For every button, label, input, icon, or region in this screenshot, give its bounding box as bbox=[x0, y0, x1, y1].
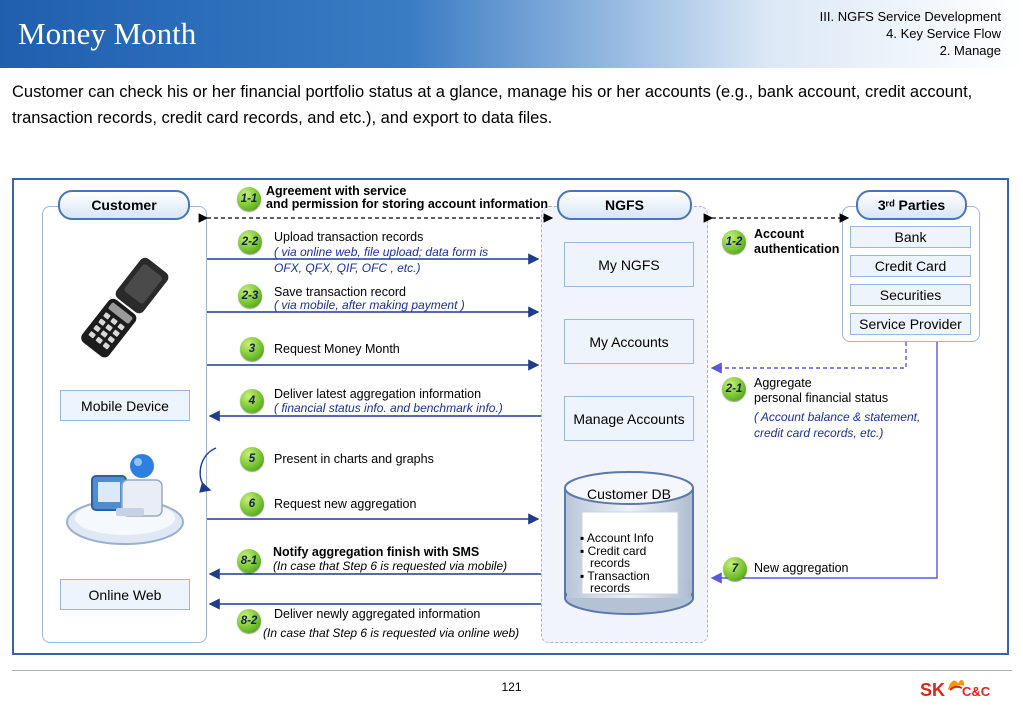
step-badge-7: 7 bbox=[723, 557, 747, 581]
step-2-1-label-2: personal financial status bbox=[754, 391, 889, 405]
step-1-1-label-2: and permission for storing account information bbox=[266, 197, 548, 211]
footer-rule bbox=[12, 670, 1012, 671]
my-accounts-box: My Accounts bbox=[564, 319, 694, 364]
third-party-bank: Bank bbox=[850, 226, 971, 248]
step-6-label: Request new aggregation bbox=[274, 497, 417, 511]
third-party-securities: Securities bbox=[850, 284, 971, 306]
arrow-2-1 bbox=[712, 342, 906, 368]
page-number: 121 bbox=[501, 680, 522, 694]
db-item-account-info: ▪ Account Info bbox=[580, 531, 654, 545]
ngfs-header: NGFS bbox=[557, 190, 692, 220]
arrow-7 bbox=[712, 342, 937, 578]
intro-text: Customer can check his or her financial portfolio status at a glance, manage his or her accounts (e.g., bank account, credit account, transaction records, credit card records, and etc.), and export to data files. bbox=[12, 83, 973, 127]
third-party-credit-card: Credit Card bbox=[850, 255, 971, 277]
step-2-1-sub-2: credit card records, etc.) bbox=[754, 426, 884, 440]
step-badge-5: 5 bbox=[240, 447, 264, 471]
my-ngfs-box: My NGFS bbox=[564, 242, 694, 287]
slide-title: Money Month bbox=[18, 16, 197, 51]
step-2-1-sub: ( Account balance & statement, bbox=[754, 410, 921, 424]
step-badge-2-2: 2-2 bbox=[238, 230, 262, 254]
breadcrumb-topic: 2. Manage bbox=[939, 43, 1001, 58]
step-1-2-label: Account bbox=[754, 227, 804, 241]
step-8-1-label: Notify aggregation finish with SMS bbox=[273, 545, 480, 559]
mobile-device-box: Mobile Device bbox=[60, 390, 190, 421]
step-8-2-sub: (In case that Step 6 is requested via online web) bbox=[263, 626, 520, 640]
step-badge-1-1: 1-1 bbox=[237, 187, 261, 211]
step-8-2-label: Deliver newly aggregated information bbox=[274, 607, 481, 621]
manage-accounts-box: Manage Accounts bbox=[564, 396, 694, 441]
step-badge-4: 4 bbox=[240, 389, 264, 413]
logo-sk: SK bbox=[920, 680, 946, 700]
step-badge-8-2: 8-2 bbox=[237, 609, 261, 633]
step-2-2-sub-2: OFX, QFX, QIF, OFC , etc.) bbox=[274, 261, 421, 275]
step-badge-1-2: 1-2 bbox=[722, 230, 746, 254]
step-1-2-label-2: authentication bbox=[754, 242, 840, 256]
third-parties-header: 3ʳᵈ Parties bbox=[856, 190, 967, 220]
step-2-2-sub: ( via online web, file upload; data form is bbox=[274, 245, 489, 259]
customer-db-title: Customer DB bbox=[586, 486, 672, 502]
customer-header: Customer bbox=[58, 190, 190, 220]
db-item-transaction-records: records bbox=[590, 581, 631, 595]
step-2-2-label: Upload transaction records bbox=[274, 230, 424, 244]
step-4-label: Deliver latest aggregation information bbox=[274, 387, 482, 401]
step-badge-8-1: 8-1 bbox=[237, 549, 261, 573]
step-2-3-sub: ( via mobile, after making payment ) bbox=[274, 298, 465, 312]
step-badge-2-3: 2-3 bbox=[238, 284, 262, 308]
arrow-5 bbox=[200, 448, 216, 490]
step-8-1-sub: (In case that Step 6 is requested via mobile) bbox=[273, 559, 508, 573]
breadcrumb-subsection: 4. Key Service Flow bbox=[886, 26, 1001, 41]
sk-cc-logo bbox=[920, 676, 1010, 704]
step-4-sub: ( financial status info. and benchmark info.) bbox=[274, 401, 503, 415]
step-3-label: Request Money Month bbox=[274, 342, 400, 356]
db-item-credit-card: ▪ Credit card bbox=[580, 543, 647, 558]
step-7-label: New aggregation bbox=[754, 561, 849, 575]
step-5-label: Present in charts and graphs bbox=[274, 452, 434, 466]
step-2-1-label: Aggregate bbox=[754, 376, 812, 390]
breadcrumb-section: III. NGFS Service Development bbox=[819, 9, 1001, 24]
step-2-3-label: Save transaction record bbox=[274, 285, 407, 299]
db-item-credit-card-records: records bbox=[590, 556, 631, 570]
logo-cc: C&C bbox=[962, 684, 991, 699]
third-party-service-provider: Service Provider bbox=[850, 313, 971, 335]
online-web-box: Online Web bbox=[60, 579, 190, 610]
step-badge-3: 3 bbox=[240, 337, 264, 361]
step-badge-2-1: 2-1 bbox=[722, 377, 746, 401]
step-badge-6: 6 bbox=[240, 492, 264, 516]
step-1-1-label: Agreement with service bbox=[266, 184, 407, 198]
db-item-transaction: ▪ Transaction bbox=[580, 568, 650, 583]
